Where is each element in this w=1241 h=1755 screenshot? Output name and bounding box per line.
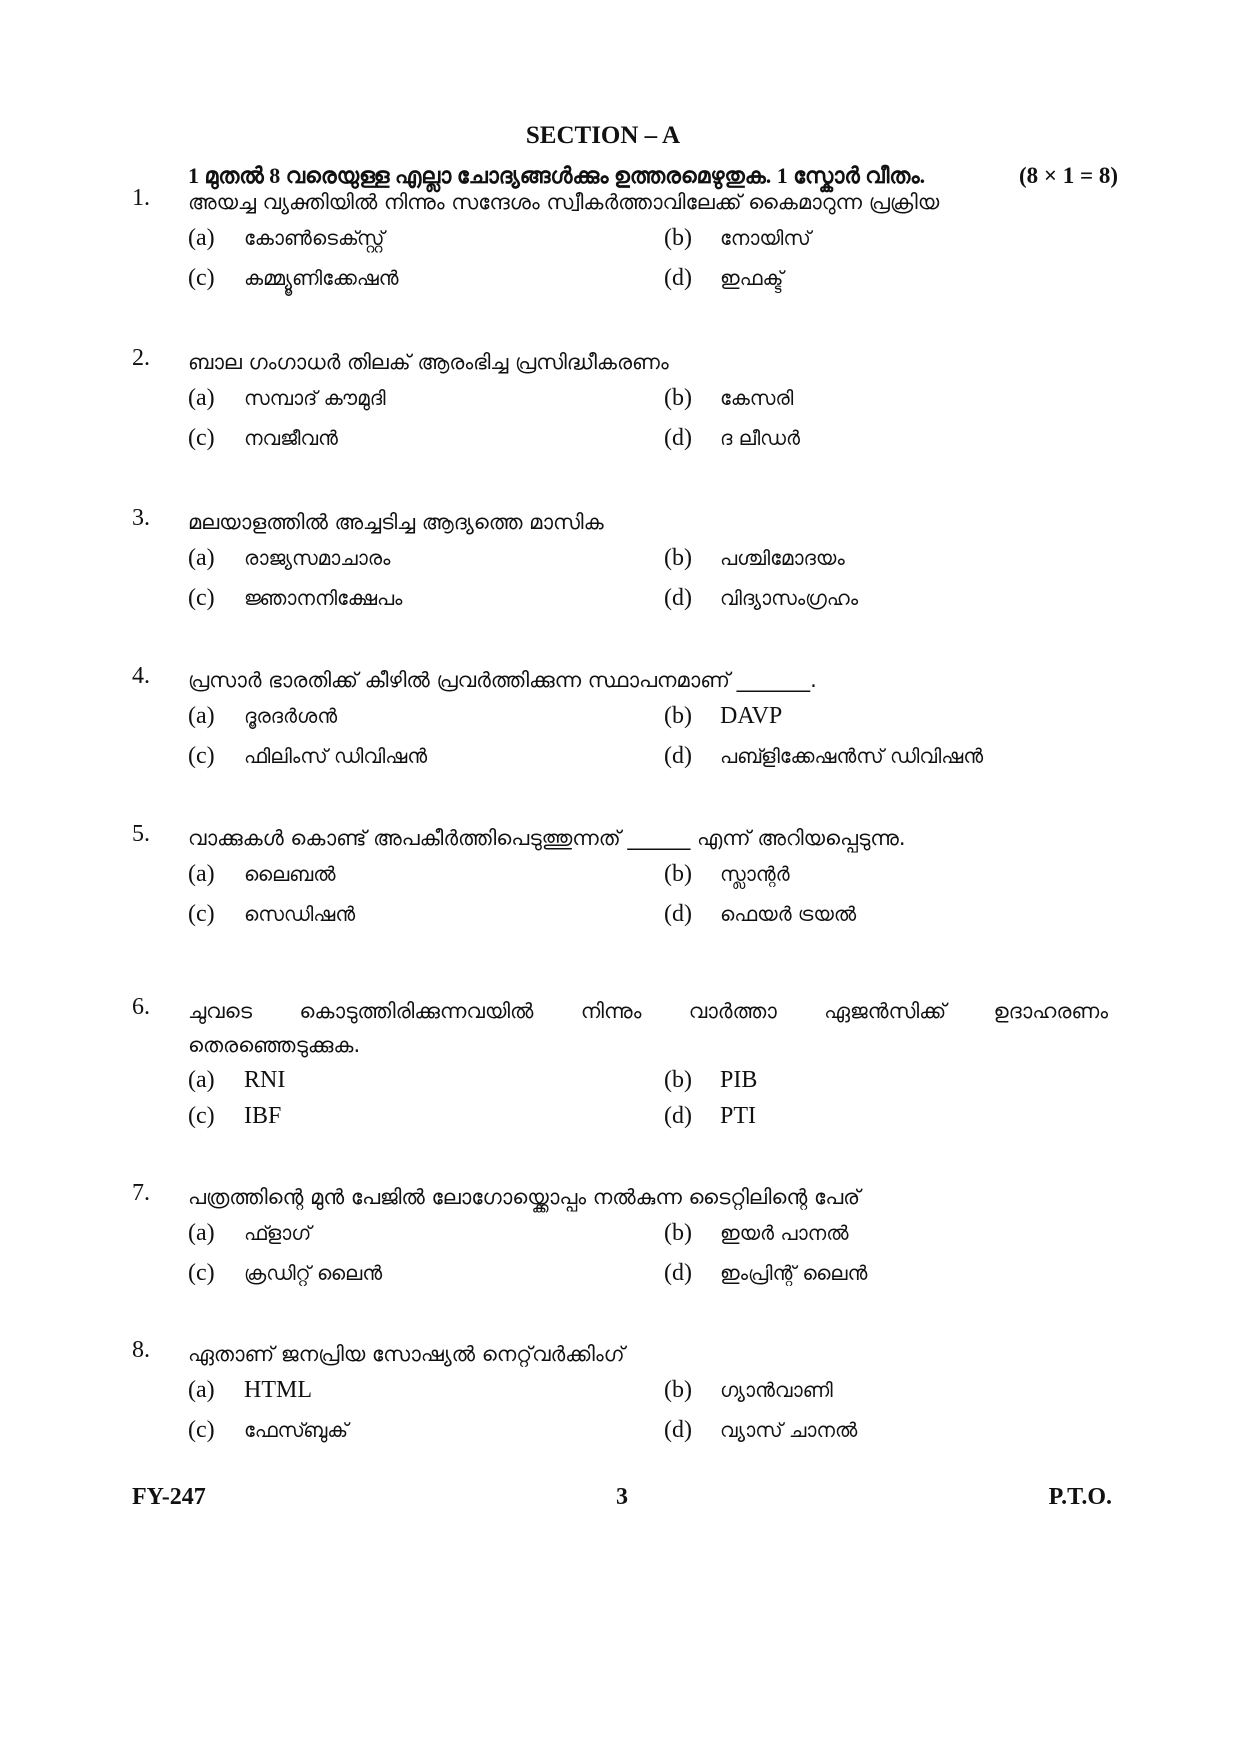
option-a	[188, 225, 384, 252]
question-text: പത്രത്തിന്റെ മുൻ പേജിൽ ലോഗോയ്ക്കൊപ്പം നൽകുന്ന ടൈറ്റിലിന്റെ പേര്	[188, 1185, 861, 1209]
option-text: ലൈബൽ	[244, 862, 336, 886]
option-label: (c)	[188, 1417, 215, 1443]
option-b	[664, 1377, 833, 1404]
option-label: (a)	[188, 225, 215, 251]
option-label: (c)	[188, 265, 215, 291]
option-text: ഫെയർ ട്രയൽ	[720, 902, 857, 926]
option-text: PTI	[720, 1103, 756, 1129]
option-label: (d)	[664, 585, 692, 611]
option-c	[188, 265, 399, 292]
question-number: 7.	[132, 1180, 150, 1206]
option-d	[664, 1103, 756, 1130]
option-d	[664, 1260, 867, 1287]
option-label: (a)	[188, 861, 215, 887]
option-text: HTML	[244, 1377, 312, 1403]
option-text: ഇയർ പാനൽ	[720, 1221, 849, 1245]
option-label: (a)	[188, 545, 215, 571]
option-label: (b)	[664, 861, 692, 887]
question-text: അയച്ച വ്യക്തിയിൽ നിന്നും സന്ദേശം സ്വീകർത്താവിലേക്ക് കൈമാറുന്ന പ്രക്രിയ	[188, 190, 940, 214]
pto-label: P.T.O.	[1048, 1484, 1112, 1510]
question-number: 6.	[132, 994, 150, 1020]
option-text: ജ്ഞാനനിക്ഷേപം	[244, 586, 403, 610]
question-number: 5.	[132, 821, 150, 847]
option-b	[664, 703, 782, 730]
option-c	[188, 1260, 382, 1287]
option-text: ദ ലീഡർ	[720, 426, 800, 450]
option-text: വ്യാസ് ചാനൽ	[720, 1418, 858, 1442]
option-label: (d)	[664, 425, 692, 451]
option-text: രാജ്യസമാചാരം	[244, 546, 391, 570]
question-text: വാക്കുകൾ കൊണ്ട് അപകീർത്തിപെടുത്തുന്നത് ______ എന്ന് അറിയപ്പെടുന്നു.	[188, 826, 906, 850]
option-label: (b)	[664, 545, 692, 571]
option-text: നവജീവൻ	[244, 426, 338, 450]
option-text: PIB	[720, 1067, 758, 1093]
option-label: (d)	[664, 1103, 692, 1129]
option-label: (a)	[188, 1067, 215, 1093]
question-text: മലയാളത്തിൽ അച്ചടിച്ച ആദ്യത്തെ മാസിക	[188, 510, 604, 534]
option-d	[664, 1417, 857, 1444]
option-b	[664, 1220, 848, 1247]
option-label: (b)	[664, 1067, 692, 1093]
option-text: കമ്മ്യൂണിക്കേഷൻ	[244, 266, 399, 290]
option-text: IBF	[244, 1103, 282, 1129]
option-d	[664, 901, 856, 928]
option-label: (b)	[664, 1220, 692, 1246]
section-title: SECTION – A	[525, 122, 681, 149]
option-label: (a)	[188, 703, 215, 729]
option-label: (d)	[664, 1417, 692, 1443]
option-text: ഫിലിംസ് ഡിവിഷൻ	[244, 744, 428, 768]
question-text: പ്രസാർ ഭാരതിക്ക് കീഴിൽ പ്രവർത്തിക്കുന്ന സ്ഥാപനമാണ് _______.	[188, 668, 817, 692]
option-label: (a)	[188, 1220, 215, 1246]
option-c	[188, 743, 427, 770]
question-number: 3.	[132, 505, 150, 531]
option-text: ദൂരദർശൻ	[244, 704, 338, 728]
option-a	[188, 1220, 311, 1247]
option-text: കോൺടെക്സ്റ്റ്	[244, 226, 385, 250]
page-number: 3	[616, 1484, 628, 1510]
option-a	[188, 861, 336, 888]
option-d	[664, 425, 800, 452]
option-text: പശ്ചിമോദയം	[720, 546, 845, 570]
option-label: (a)	[188, 385, 215, 411]
option-text: DAVP	[720, 703, 783, 729]
option-c	[188, 585, 402, 612]
option-label: (d)	[664, 1260, 692, 1286]
option-text: സമ്പാദ് കൗമുദി	[244, 386, 386, 410]
option-text: RNI	[244, 1067, 286, 1093]
option-c	[188, 425, 338, 452]
option-text: വിദ്യാസംഗ്രഹം	[720, 586, 859, 610]
option-a	[188, 545, 390, 572]
option-label: (c)	[188, 901, 215, 927]
option-text: നോയിസ്	[720, 226, 811, 250]
option-a	[188, 1377, 312, 1404]
option-a	[188, 385, 386, 412]
option-text: ഇഫക്ട്	[720, 266, 784, 290]
question-text: ചുവടെ കൊടുത്തിരിക്കുന്നവയിൽ നിന്നും വാർത്താ ഏജൻസിക്ക് ഉദാഹരണം തെരഞ്ഞെടുക്കുക.	[188, 999, 1108, 1057]
question-number: 8.	[132, 1337, 150, 1363]
option-c	[188, 901, 355, 928]
option-label: (b)	[664, 1377, 692, 1403]
option-label: (c)	[188, 1103, 215, 1129]
option-c	[188, 1103, 281, 1130]
option-a	[188, 703, 337, 730]
option-text: ഫേസ്ബുക്	[244, 1418, 349, 1442]
option-text: ഗ്യാൻവാണി	[720, 1378, 833, 1402]
option-label: (b)	[664, 225, 692, 251]
option-a	[188, 1067, 285, 1094]
option-text: ക്രഡിറ്റ് ലൈൻ	[244, 1261, 383, 1285]
option-c	[188, 1417, 348, 1444]
option-b	[664, 385, 793, 412]
option-text: കേസരി	[720, 386, 794, 410]
question-text: ബാല ഗംഗാധർ തിലക് ആരംഭിച്ച പ്രസിദ്ധീകരണം	[188, 350, 669, 374]
question-text: ഏതാണ് ജനപ്രിയ സോഷ്യൽ നെറ്റ്‌വർക്കിംഗ്	[188, 1342, 625, 1366]
option-label: (d)	[664, 901, 692, 927]
option-b	[664, 861, 790, 888]
option-text: ഫ്ളാഗ്	[244, 1221, 312, 1245]
option-label: (c)	[188, 425, 215, 451]
option-text: സ്ലാന്റർ	[720, 862, 790, 886]
option-text: സെഡിഷൻ	[244, 902, 356, 926]
option-b	[664, 545, 845, 572]
option-label: (a)	[188, 1377, 215, 1403]
question-number: 1.	[132, 185, 150, 211]
option-d	[664, 585, 858, 612]
option-label: (d)	[664, 743, 692, 769]
option-label: (c)	[188, 1260, 215, 1286]
marks-allocation: (8 × 1 = 8)	[1018, 163, 1118, 188]
option-label: (b)	[664, 703, 692, 729]
option-label: (d)	[664, 265, 692, 291]
question-number: 2.	[132, 345, 150, 371]
exam-code: FY-247	[132, 1484, 206, 1510]
option-label: (b)	[664, 385, 692, 411]
instruction-text: 1 മുതൽ 8 വരെയുള്ള എല്ലാ ചോദ്യങ്ങൾക്കും ഉത്തരമെഴുതുക. 1 സ്കോർ വീതം.	[188, 163, 926, 188]
option-label: (c)	[188, 585, 215, 611]
option-d	[664, 743, 983, 770]
option-b	[664, 225, 811, 252]
option-label: (c)	[188, 743, 215, 769]
option-d	[664, 265, 783, 292]
option-text: ഇംപ്രിന്റ് ലൈൻ	[720, 1261, 868, 1285]
option-text: പബ്ളിക്കേഷൻസ് ഡിവിഷൻ	[720, 744, 984, 768]
option-b	[664, 1067, 757, 1094]
question-number: 4.	[132, 663, 150, 689]
